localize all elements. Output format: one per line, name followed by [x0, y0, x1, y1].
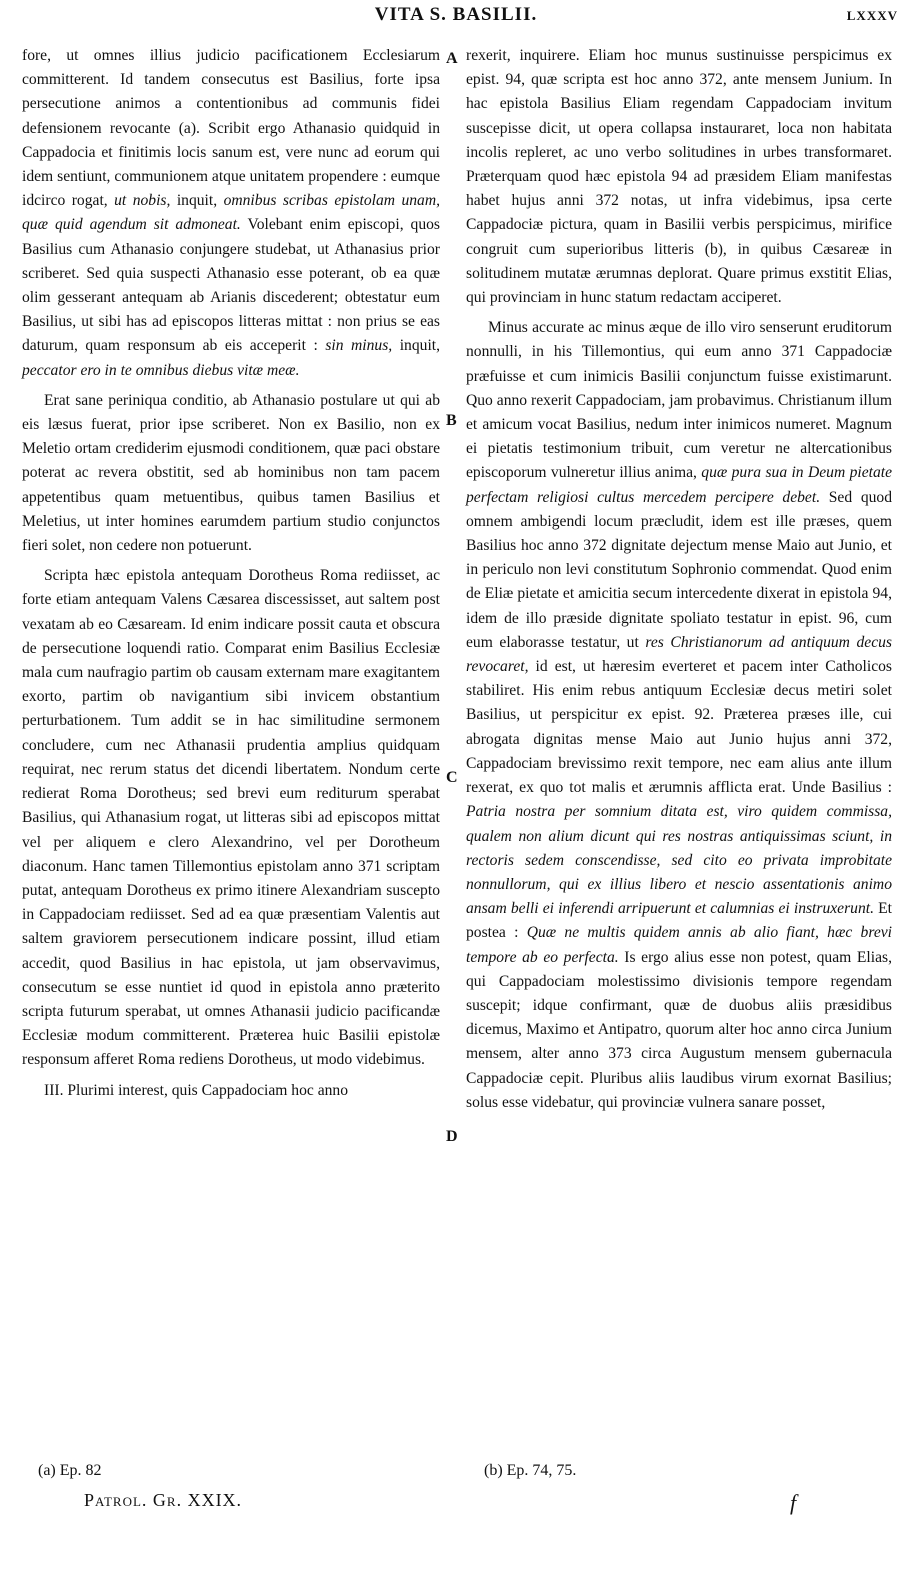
italic-quote: quæ pura sua in Deum pietate perfectam religiosi cultus mercedem percipere debet.	[466, 464, 893, 506]
text-run: Volebant enim episcopi, quos Basilius cum Athanasio conjungere studebat, ut Athanasius prior scriberet. Sed quia suspecti Athanasio esse poterant, ob ea quæ olim gesserant antequam ab Arianis discederent; obtestatur eum Basilius, ut sibi has ad episcopos litteras mittat : non prius se eas daturum, quam responsum ab eis acceperit :	[22, 216, 440, 355]
signature-line: Patrol. Gr. XXIX.	[84, 1490, 243, 1510]
text-run: Erat sane periniqua conditio, ab Athanasio postulare ut qui ab eis læsus fuerat, prior ipse scriberet. Non ex Basilio, non ex Meletio ortam crediderim ejusmodi conditionem, quæ paci obstare poterat ac revera obstitit, sed ab hominibus non tam pacem appetentibus quam metuentibus, quibus tamen Basilius et Meletius, ut inter homines earumdem partium studio conjunctos fieri solet, non cedere non potuerunt.	[22, 391, 440, 555]
margin-marker-b: B	[446, 412, 457, 429]
footnote-a: (a) Ep. 82	[38, 1462, 102, 1479]
margin-marker-c: C	[446, 769, 458, 786]
italic-quote: ut nobis,	[114, 192, 171, 210]
text-run: inquit,	[170, 192, 224, 210]
margin-marker-a: A	[446, 50, 458, 67]
paragraph	[22, 564, 440, 1072]
text-run: inquit,	[392, 337, 441, 355]
paragraph	[22, 1079, 440, 1103]
running-title: VITA S. BASILII.	[374, 4, 538, 25]
text-run: fore, ut omnes illius judicio pacificationem Ecclesiarum committerent. Id tandem consecutus est Basilius, forte ipsa persecutione animos a contentionibus ad communis fidei defensionem revocante (a). Scribit ergo Athanasio quidquid in Cappadocia et finitimis locis sanum est, vere nunc ad eorum qui idem sentiunt, communionem atque unitatem propendere : eumque idcirco rogat,	[22, 47, 440, 210]
text-run: Sed quod omnem ambigendi locum præcludit, idem est ille præses, quem Basilius hoc anno 372 dignitate dejectum mense Maio aut Junio, et in periculo non levi constitutum Sophronio commendat. Quod enim de Eliæ pietate et amicitia secum intercedente dixerat in epistola 94, idem de illo præside dignitate spoliato testatur in epist. 96, cum eum elaborasse testatur, ut	[466, 488, 893, 651]
italic-quote: res Christianorum ad antiquum decus revocaret,	[466, 633, 892, 676]
footnote-b: (b) Ep. 74, 75.	[484, 1462, 577, 1479]
text-run: Scripta hæc epistola antequam Dorotheus Roma rediisset, ac forte etiam antequam Valens Cæsarea discessisset, aut saltem post vexatam ab eo Cæsaream. Id enim indicare possit cauta et obscura de persecutione loquendi ratio. Comparat enim Basilius Ecclesiæ mala cum naufragio partim ob causam externam mare exagitantem exorto, partim ob navigantium sibi invicem obstantium perturbationem. Tum addit se in hac similitudine sermonem concludere, cum nec Athanasii prudentia amplius quidquam requirat, nec rerum status det dicendi libertatem. Nondum certe redierat Roma Dorotheus; sed brevi eum rediturum sperabat Basilius, qui Athanasium rogat, ut litteras sibi ad episcopos mittat vel per aliquem e clero Alexandrino, vel per Dorotheum diaconum. Hanc tamen Tillemontius epistolam anno 371 scriptam putat, antequam Dorotheus ex primo itinere Alexandriam suscepto in Cappadociam rediisset. Sed ad ea quæ præsentiam Valentis aut saltem graviorem persecutionem indicare possint, illud etiam accedit, quod Basilius in hac epistola, ut jam observavimus, consecutum se esse nuntiet id quod in epistola anno præterito scripta futurum sperabat, ut omnes Athanasii judicio pacificandæ Ecclesiæ modum committerent. Præterea huic Basilii epistolæ responsum afferet Roma rediens Dorotheus, ut modo videbimus.	[22, 567, 440, 1069]
italic-quote: sin minus,	[325, 337, 393, 355]
paragraph	[466, 316, 892, 1115]
paragraph	[466, 44, 892, 310]
italic-quote: peccator ero in te omnibus diebus vitæ meæ.	[22, 361, 300, 379]
italic-quote: Patria nostra per somnium ditata est, viro quidem commissa, qualem non alium dicunt qui res nostras antiquissimas sciunt, in rectoris sedem conscendisse, sed cito eo privata improbitate nonnullorum, qui ex illius libero et nescio assentationis animo ansam belli ei inferendi arripuerunt et calumnias ei instruxerunt.	[466, 803, 892, 918]
margin-marker-d: D	[446, 1128, 458, 1145]
left-column	[22, 44, 440, 1103]
text-run: id est, ut hæresim everteret et pacem inter Catholicos stabiliret. His enim rebus antiquum Ecclesiæ decus metiri solet Basilius, ut perspicitur ex epist. 92. Præterea præses ille, cui abrogata dignitas mense Maio aut Junio hujus anni 372, Cappadociam brevissimo rexit tempore, nec eam alius ante illum rexerat, ex quo tot malis et ærumnis afflicta erat. Unde Basilius :	[466, 658, 892, 797]
italic-quote: Quæ ne multis quidem annis ab alio fiant, hæc brevi tempore ab eo perfecta.	[466, 924, 892, 966]
text-run: Minus accurate ac minus æque de illo viro senserunt eruditorum nonnulli, in his Tillemontius, qui eum anno 371 Cappadociæ præfuisse et cum inimicis Basilii conjunctum fuisse existimarunt. Quo anno rexerit Cappadociam, jam probavimus. Christianum illum et amicum vocat Basilius, nedum inter inimicos numeret. Magnum ei pietatis testimonium tribuit, cum veretur ne altercationibus episcoporum vulneretur illius anima,	[466, 319, 892, 482]
page-number: LXXXV	[846, 8, 898, 23]
italic-quote: omnibus scribas epistolam unam, quæ quid agendum sit admoneat.	[22, 192, 441, 234]
text-run: III. Plurimi interest, quis Cappadociam hoc anno	[44, 1081, 349, 1099]
paragraph	[22, 389, 440, 558]
text-run: Et postea :	[466, 900, 892, 942]
text-run: Is ergo alius esse non potest, quam Elias, qui Cappadociam molestissimo divisionis tempore regendam suscepit; idque confirmant, quæ de duobus aliis præsidibus dicemus, Maximo et Antipatro, quorum alter hoc anno circa Junium mensem, alter anno 373 circa Augustum mensem gubernacula Cappadociæ cepit. Pluribus aliis laudibus virum exornat Basilius; solus esse videbatur, qui provinciæ vulnera sanare posset,	[466, 948, 892, 1111]
signature-mark: f	[790, 1490, 797, 1515]
paragraph	[22, 44, 440, 383]
right-column	[466, 44, 892, 1115]
text-run: rexerit, inquirere. Eliam hoc munus sustinuisse perspicimus ex epist. 94, quæ scripta est hoc anno 372, ante mensem Junium. In hac epistola Basilius Eliam regendam Cappadociam invitum suscepisse dicit, ut opera collapsa instauraret, loca non habitata incolis repleret, ac uno verbo solitudines in urbes transformaret. Præterquam quod hæc epistola 94 ad præsidem Eliam manifestas habet hujus anni 372 notas, ut infra videbimus, ipsa certe Cappadociæ pictura, quam in Basilii verbis perspicimus, mirifice congruit cum superioribus litteris (b), in quibus Cæsareæ in solitudinem mutatæ ærumnas deplorat. Quare primus exstitit Elias, qui provinciam in hunc statum redactam acciperet.	[466, 47, 892, 307]
